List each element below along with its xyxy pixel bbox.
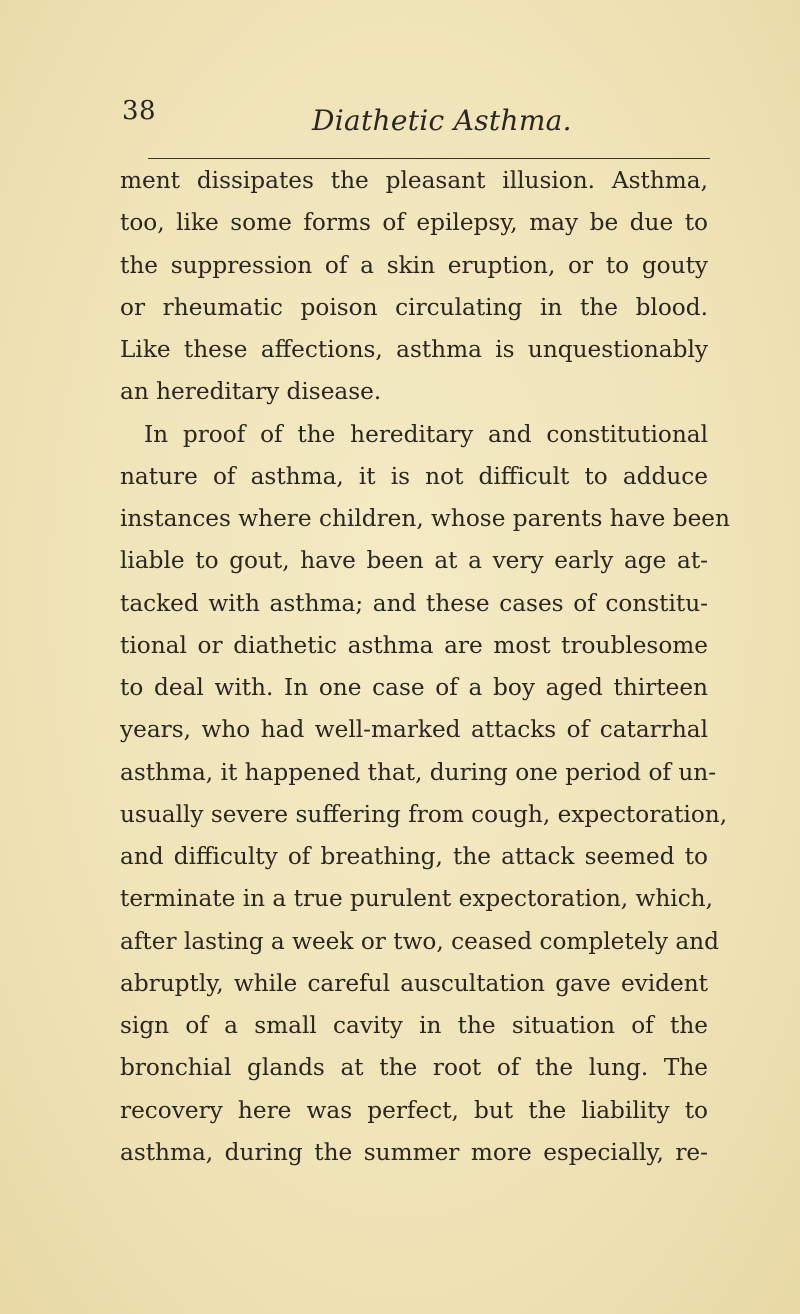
text-line: terminate in a true purulent expectoration, which, bbox=[120, 885, 713, 913]
text-line: too, like some forms of epilepsy, may be due to bbox=[120, 209, 708, 237]
text-line: tional or diathetic asthma are most troublesome bbox=[120, 631, 708, 659]
page-number: 38 bbox=[122, 96, 157, 126]
text-line: Like these affections, asthma is unquestionably bbox=[120, 336, 708, 363]
text-line: after lasting a week or two, ceased completely and bbox=[120, 927, 719, 955]
text-line: the suppression of a skin eruption, or to gouty bbox=[120, 251, 708, 279]
text-line: In proof of the hereditary and constitutional bbox=[144, 420, 708, 448]
text-line: and difficulty of breathing, the attack seemed to bbox=[120, 843, 708, 870]
header-rule bbox=[148, 158, 710, 159]
text-line: an hereditary disease. bbox=[120, 378, 382, 406]
text-line: recovery here was perfect, but the liability to bbox=[120, 1096, 708, 1124]
text-line: bronchial glands at the root of the lung. The bbox=[120, 1054, 708, 1082]
text-line: abruptly, while careful auscultation gave evident bbox=[120, 969, 708, 997]
text-line: nature of asthma, it is not difficult to adduce bbox=[120, 462, 708, 490]
text-line: sign of a small cavity in the situation of the bbox=[120, 1012, 708, 1039]
text-line: or rheumatic poison circulating in the blood. bbox=[120, 293, 708, 321]
running-head: Diathetic Asthma. bbox=[312, 104, 572, 137]
text-line: years, who had well-marked attacks of catarrhal bbox=[120, 716, 708, 744]
text-line: liable to gout, have been at a very early age at- bbox=[120, 547, 708, 575]
text-line: tacked with asthma; and these cases of constitu- bbox=[120, 589, 708, 617]
text-line: to deal with. In one case of a boy aged thirteen bbox=[120, 674, 708, 701]
text-line: asthma, during the summer more especially, re- bbox=[120, 1138, 708, 1166]
text-line: instances where children, whose parents have been bbox=[120, 505, 730, 532]
body-text bbox=[120, 160, 730, 1174]
text-line: asthma, it happened that, during one period of un- bbox=[120, 758, 717, 786]
text-line: usually severe suffering from cough, expectoration, bbox=[120, 800, 728, 828]
text-line: ment dissipates the pleasant illusion. Asthma, bbox=[120, 167, 708, 194]
